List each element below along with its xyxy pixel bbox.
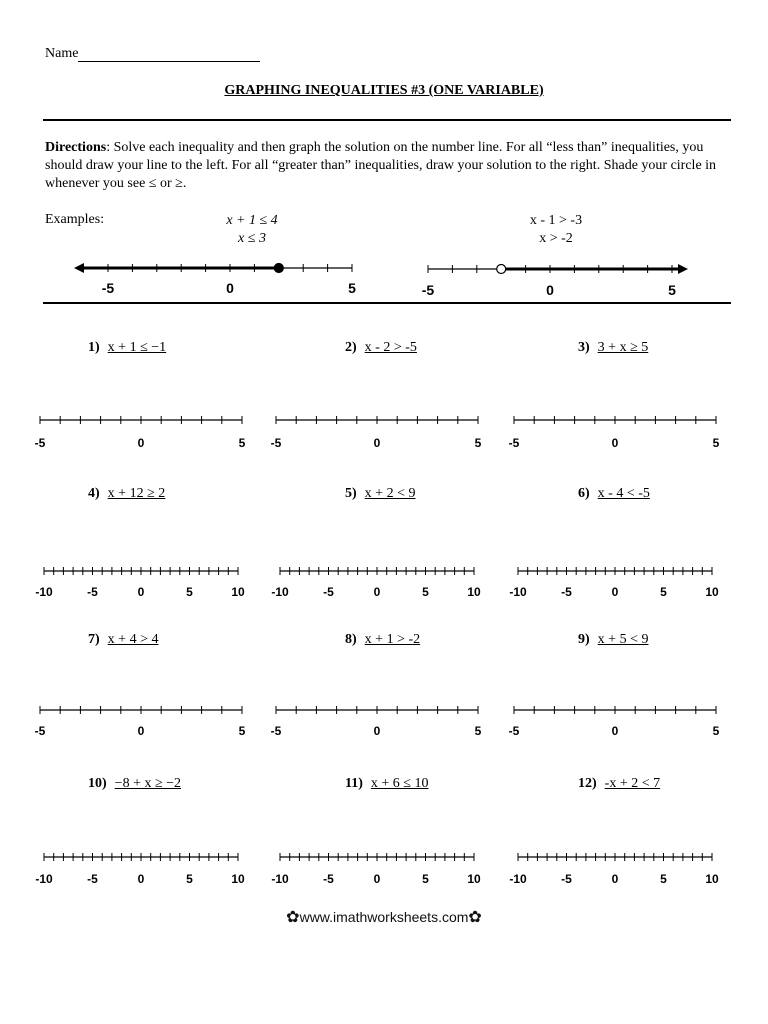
problem-10-number-line-tick-label: -10	[35, 872, 53, 886]
problem-6-number-line-tick-label: -5	[561, 585, 572, 599]
problem-number: 1)	[88, 340, 100, 355]
problem-4-number-line-tick-label: 0	[137, 585, 145, 599]
problem-2	[345, 340, 417, 356]
problem-12-number-line-tick-label: -10	[509, 872, 527, 886]
problem-3	[578, 340, 648, 356]
example-2-line2: x > -2	[539, 231, 573, 246]
problem-number: 5)	[345, 486, 357, 501]
problem-inequality: x + 12 ≥ 2	[107, 486, 166, 501]
problem-2-number-line-tick-label: -5	[270, 436, 282, 450]
problem-9-number-line-tick-label: -5	[508, 724, 520, 738]
problem-11-number-line-tick-label: 10	[467, 872, 481, 886]
problem-9-number-line-tick-label: 5	[712, 724, 720, 738]
clover-icon: ✿	[468, 909, 482, 926]
problem-5-number-line-tick-label: 5	[422, 585, 429, 599]
problem-7-number-line-tick-label: 0	[137, 724, 145, 738]
problem-1-number-line-tick-label: -5	[34, 436, 46, 450]
problem-8	[345, 632, 420, 648]
problem-10	[88, 776, 181, 792]
problem-inequality: x + 2 < 9	[364, 486, 416, 501]
examples-label: Examples:	[45, 212, 105, 227]
problem-inequality: x + 6 ≤ 10	[370, 776, 429, 791]
problem-2-number-line-tick-label: 0	[373, 436, 381, 450]
problem-9	[578, 632, 648, 648]
problem-inequality: x + 1 ≤ −1	[107, 340, 167, 355]
problem-6-number-line-tick-label: 0	[611, 585, 619, 599]
problem-10-number-line-tick-label: -5	[87, 872, 98, 886]
problem-number: 10)	[88, 776, 107, 791]
problem-11-number-line-tick-label: 5	[422, 872, 429, 886]
problem-4-number-line-tick-label: 10	[231, 585, 245, 599]
example-1-tick-label: -5	[101, 280, 115, 296]
problem-3-number-line-tick-label: -5	[508, 436, 520, 450]
problem-11-number-line-tick-label: -10	[271, 872, 289, 886]
problem-8-number-line-tick-label: 0	[373, 724, 381, 738]
example-2-endpoint	[497, 265, 506, 274]
problem-7-number-line-tick-label: -5	[34, 724, 46, 738]
problem-inequality: x + 4 > 4	[107, 632, 159, 647]
problem-3-number-line-tick-label: 5	[712, 436, 720, 450]
problem-4	[88, 486, 165, 502]
problem-10-number-line-tick-label: 10	[231, 872, 245, 886]
problem-3-number-line-tick-label: 0	[611, 436, 619, 450]
problem-number: 2)	[345, 340, 357, 355]
problem-12-number-line-tick-label: -5	[561, 872, 572, 886]
problem-10-number-line-tick-label: 5	[186, 872, 193, 886]
problem-5-number-line-tick-label: 10	[467, 585, 481, 599]
problem-number: 4)	[88, 486, 100, 501]
problem-12	[578, 776, 660, 792]
problem-4-number-line-tick-label: -10	[35, 585, 53, 599]
problem-1-number-line-tick-label: 5	[238, 436, 246, 450]
example-2-line1: x - 1 > -3	[529, 213, 583, 228]
example-1-line1: x + 1 ≤ 4	[226, 213, 278, 228]
problem-4-number-line-tick-label: 5	[186, 585, 193, 599]
problem-2-number-line-tick-label: 5	[474, 436, 482, 450]
problem-11-number-line-tick-label: -5	[323, 872, 334, 886]
problem-number: 12)	[578, 776, 597, 791]
problem-6-number-line-tick-label: 5	[660, 585, 667, 599]
problem-inequality: x - 2 > -5	[364, 340, 417, 355]
example-2-tick-label: 5	[668, 282, 676, 298]
problem-5-number-line-tick-label: -10	[271, 585, 289, 599]
problem-11	[345, 776, 428, 792]
problem-6	[578, 486, 650, 502]
problem-inequality: −8 + x ≥ −2	[114, 776, 182, 791]
problem-6-number-line-tick-label: 10	[705, 585, 719, 599]
problem-5-number-line-tick-label: -5	[323, 585, 334, 599]
problem-6-number-line-tick-label: -10	[509, 585, 527, 599]
problem-inequality: -x + 2 < 7	[604, 776, 661, 791]
problem-11-number-line-tick-label: 0	[373, 872, 381, 886]
problem-number: 11)	[345, 776, 363, 791]
problem-5-number-line-tick-label: 0	[373, 585, 381, 599]
example-2-tick-label: 0	[546, 282, 554, 298]
problem-10-number-line-tick-label: 0	[137, 872, 145, 886]
problem-12-number-line-tick-label: 0	[611, 872, 619, 886]
divider-examples	[43, 302, 731, 304]
problem-7	[88, 632, 158, 648]
directions-text: : Solve each inequality and then graph the solution on the number line. For all “less than” inequalities, you should draw your line to the left. For all “greater than” inequalities, draw your solution to the right. Shade your circle in whenever you see ≤ or ≥.	[45, 140, 717, 191]
problem-4-number-line-tick-label: -5	[87, 585, 98, 599]
example-1-line2: x ≤ 3	[238, 231, 266, 246]
problem-inequality: 3 + x ≥ 5	[597, 340, 649, 355]
problem-inequality: x + 5 < 9	[597, 632, 649, 647]
problem-number: 7)	[88, 632, 100, 647]
example-1-tick-label: 0	[226, 280, 234, 296]
problem-1-number-line-tick-label: 0	[137, 436, 145, 450]
problem-5	[345, 486, 415, 502]
example-2-arrowhead	[678, 264, 688, 274]
problem-8-number-line-tick-label: 5	[474, 724, 482, 738]
problem-number: 6)	[578, 486, 590, 501]
problem-inequality: x - 4 < -5	[597, 486, 650, 501]
problem-8-number-line-tick-label: -5	[270, 724, 282, 738]
example-2-tick-label: -5	[421, 282, 435, 298]
name-label: Name	[45, 46, 79, 61]
problem-12-number-line-tick-label: 10	[705, 872, 719, 886]
example-1-arrowhead	[74, 263, 84, 273]
problem-number: 8)	[345, 632, 357, 647]
problem-7-number-line-tick-label: 5	[238, 724, 246, 738]
directions-label: Directions	[45, 140, 107, 155]
footer	[0, 907, 768, 927]
problem-number: 3)	[578, 340, 590, 355]
footer-url[interactable]: www.imathworksheets.com	[299, 909, 469, 925]
problem-inequality: x + 1 > -2	[364, 632, 421, 647]
clover-icon: ✿	[286, 909, 300, 926]
problem-12-number-line-tick-label: 5	[660, 872, 667, 886]
problem-number: 9)	[578, 632, 590, 647]
example-1-endpoint	[274, 264, 283, 273]
page-title: GRAPHING INEQUALITIES #3 (ONE VARIABLE)	[224, 83, 544, 98]
example-1-tick-label: 5	[348, 280, 356, 296]
problem-9-number-line-tick-label: 0	[611, 724, 619, 738]
problem-1	[88, 340, 166, 356]
